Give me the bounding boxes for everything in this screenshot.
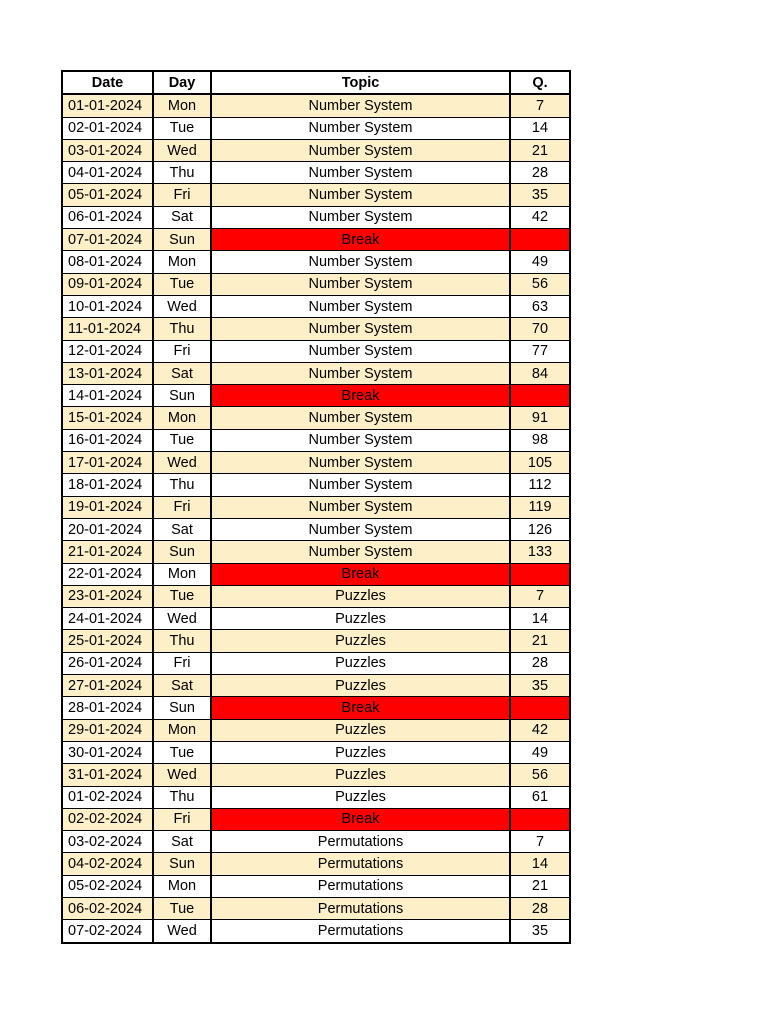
- date-cell: 04-02-2024: [62, 853, 153, 875]
- day-cell: Sun: [153, 229, 211, 251]
- date-cell: 06-01-2024: [62, 206, 153, 228]
- schedule-table: [61, 70, 571, 944]
- table-row: [62, 385, 570, 407]
- day-cell: Tue: [153, 117, 211, 139]
- q-cell: 105: [510, 452, 570, 474]
- q-cell: 7: [510, 831, 570, 853]
- date-cell: 08-01-2024: [62, 251, 153, 273]
- day-cell: Sun: [153, 853, 211, 875]
- q-cell: 21: [510, 875, 570, 897]
- table-row: [62, 563, 570, 585]
- table-row: [62, 585, 570, 607]
- topic-cell: Number System: [211, 340, 510, 362]
- topic-cell: Number System: [211, 162, 510, 184]
- q-cell: 28: [510, 897, 570, 919]
- topic-cell: Number System: [211, 318, 510, 340]
- topic-cell: Puzzles: [211, 652, 510, 674]
- day-cell: Sun: [153, 697, 211, 719]
- topic-cell: Number System: [211, 273, 510, 295]
- topic-cell: Number System: [211, 452, 510, 474]
- day-cell: Sat: [153, 206, 211, 228]
- q-cell: [510, 697, 570, 719]
- date-cell: 03-02-2024: [62, 831, 153, 853]
- date-cell: 24-01-2024: [62, 608, 153, 630]
- day-cell: Sat: [153, 831, 211, 853]
- date-cell: 29-01-2024: [62, 719, 153, 741]
- table-row: [62, 897, 570, 919]
- date-cell: 05-01-2024: [62, 184, 153, 206]
- topic-cell: Number System: [211, 362, 510, 384]
- day-cell: Wed: [153, 764, 211, 786]
- date-cell: 20-01-2024: [62, 518, 153, 540]
- q-cell: [510, 229, 570, 251]
- day-cell: Sat: [153, 518, 211, 540]
- date-cell: 07-01-2024: [62, 229, 153, 251]
- date-cell: 09-01-2024: [62, 273, 153, 295]
- table-row: [62, 652, 570, 674]
- day-cell: Fri: [153, 808, 211, 830]
- topic-cell: Number System: [211, 496, 510, 518]
- day-cell: Fri: [153, 652, 211, 674]
- day-cell: Mon: [153, 563, 211, 585]
- q-cell: 112: [510, 474, 570, 496]
- topic-cell: Number System: [211, 407, 510, 429]
- topic-cell: Puzzles: [211, 741, 510, 763]
- day-cell: Thu: [153, 318, 211, 340]
- day-cell: Fri: [153, 340, 211, 362]
- table-row: [62, 295, 570, 317]
- day-cell: Sun: [153, 541, 211, 563]
- topic-cell: Break: [211, 697, 510, 719]
- date-cell: 12-01-2024: [62, 340, 153, 362]
- table-row: [62, 206, 570, 228]
- topic-cell: Break: [211, 229, 510, 251]
- topic-cell: Permutations: [211, 920, 510, 943]
- date-cell: 23-01-2024: [62, 585, 153, 607]
- table-row: [62, 786, 570, 808]
- table-row: [62, 875, 570, 897]
- day-cell: Tue: [153, 273, 211, 295]
- topic-cell: Number System: [211, 184, 510, 206]
- q-cell: 14: [510, 853, 570, 875]
- header-topic: Topic: [211, 71, 510, 94]
- q-cell: 98: [510, 429, 570, 451]
- day-cell: Wed: [153, 920, 211, 943]
- q-cell: 7: [510, 94, 570, 117]
- topic-cell: Number System: [211, 541, 510, 563]
- day-cell: Fri: [153, 496, 211, 518]
- table-row: [62, 162, 570, 184]
- q-cell: 77: [510, 340, 570, 362]
- date-cell: 21-01-2024: [62, 541, 153, 563]
- table-row: [62, 452, 570, 474]
- day-cell: Wed: [153, 608, 211, 630]
- table-row: [62, 229, 570, 251]
- date-cell: 30-01-2024: [62, 741, 153, 763]
- q-cell: 14: [510, 608, 570, 630]
- topic-cell: Number System: [211, 518, 510, 540]
- day-cell: Thu: [153, 630, 211, 652]
- table-row: [62, 764, 570, 786]
- date-cell: 22-01-2024: [62, 563, 153, 585]
- topic-cell: Number System: [211, 206, 510, 228]
- table-row: [62, 496, 570, 518]
- date-cell: 10-01-2024: [62, 295, 153, 317]
- topic-cell: Break: [211, 808, 510, 830]
- date-cell: 25-01-2024: [62, 630, 153, 652]
- table-row: [62, 630, 570, 652]
- day-cell: Mon: [153, 875, 211, 897]
- date-cell: 28-01-2024: [62, 697, 153, 719]
- table-row: [62, 139, 570, 161]
- day-cell: Fri: [153, 184, 211, 206]
- date-cell: 17-01-2024: [62, 452, 153, 474]
- date-cell: 01-01-2024: [62, 94, 153, 117]
- day-cell: Sat: [153, 362, 211, 384]
- date-cell: 31-01-2024: [62, 764, 153, 786]
- topic-cell: Number System: [211, 94, 510, 117]
- header-row: [62, 71, 570, 94]
- topic-cell: Puzzles: [211, 719, 510, 741]
- date-cell: 02-01-2024: [62, 117, 153, 139]
- topic-cell: Permutations: [211, 897, 510, 919]
- topic-cell: Number System: [211, 474, 510, 496]
- topic-cell: Number System: [211, 429, 510, 451]
- table-row: [62, 853, 570, 875]
- day-cell: Thu: [153, 474, 211, 496]
- table-row: [62, 541, 570, 563]
- table-row: [62, 697, 570, 719]
- date-cell: 14-01-2024: [62, 385, 153, 407]
- q-cell: 119: [510, 496, 570, 518]
- topic-cell: Permutations: [211, 831, 510, 853]
- day-cell: Wed: [153, 139, 211, 161]
- q-cell: 63: [510, 295, 570, 317]
- table-row: [62, 808, 570, 830]
- q-cell: 28: [510, 652, 570, 674]
- day-cell: Mon: [153, 251, 211, 273]
- q-cell: 49: [510, 251, 570, 273]
- date-cell: 26-01-2024: [62, 652, 153, 674]
- q-cell: 70: [510, 318, 570, 340]
- date-cell: 01-02-2024: [62, 786, 153, 808]
- date-cell: 02-02-2024: [62, 808, 153, 830]
- day-cell: Thu: [153, 162, 211, 184]
- topic-cell: Puzzles: [211, 608, 510, 630]
- table-row: [62, 184, 570, 206]
- q-cell: 35: [510, 184, 570, 206]
- q-cell: 56: [510, 273, 570, 295]
- table-row: [62, 518, 570, 540]
- q-cell: 56: [510, 764, 570, 786]
- table-header: [62, 71, 570, 94]
- table-row: [62, 474, 570, 496]
- date-cell: 03-01-2024: [62, 139, 153, 161]
- day-cell: Tue: [153, 585, 211, 607]
- topic-cell: Permutations: [211, 853, 510, 875]
- table-row: [62, 831, 570, 853]
- q-cell: 35: [510, 920, 570, 943]
- date-cell: 18-01-2024: [62, 474, 153, 496]
- q-cell: [510, 385, 570, 407]
- topic-cell: Break: [211, 563, 510, 585]
- day-cell: Wed: [153, 295, 211, 317]
- header-q: Q.: [510, 71, 570, 94]
- q-cell: 35: [510, 675, 570, 697]
- table-row: [62, 340, 570, 362]
- topic-cell: Puzzles: [211, 675, 510, 697]
- date-cell: 04-01-2024: [62, 162, 153, 184]
- table-row: [62, 251, 570, 273]
- q-cell: 49: [510, 741, 570, 763]
- q-cell: 42: [510, 719, 570, 741]
- day-cell: Sat: [153, 675, 211, 697]
- day-cell: Sun: [153, 385, 211, 407]
- q-cell: 126: [510, 518, 570, 540]
- table-row: [62, 608, 570, 630]
- q-cell: 61: [510, 786, 570, 808]
- q-cell: 91: [510, 407, 570, 429]
- table-row: [62, 741, 570, 763]
- date-cell: 11-01-2024: [62, 318, 153, 340]
- date-cell: 15-01-2024: [62, 407, 153, 429]
- topic-cell: Break: [211, 385, 510, 407]
- q-cell: 42: [510, 206, 570, 228]
- table-row: [62, 920, 570, 943]
- table-row: [62, 94, 570, 117]
- date-cell: 06-02-2024: [62, 897, 153, 919]
- day-cell: Thu: [153, 786, 211, 808]
- table-row: [62, 719, 570, 741]
- topic-cell: Number System: [211, 139, 510, 161]
- date-cell: 05-02-2024: [62, 875, 153, 897]
- topic-cell: Number System: [211, 251, 510, 273]
- q-cell: 84: [510, 362, 570, 384]
- topic-cell: Number System: [211, 295, 510, 317]
- day-cell: Mon: [153, 407, 211, 429]
- q-cell: 28: [510, 162, 570, 184]
- topic-cell: Permutations: [211, 875, 510, 897]
- table-row: [62, 318, 570, 340]
- q-cell: 14: [510, 117, 570, 139]
- date-cell: 27-01-2024: [62, 675, 153, 697]
- date-cell: 19-01-2024: [62, 496, 153, 518]
- day-cell: Tue: [153, 897, 211, 919]
- topic-cell: Puzzles: [211, 630, 510, 652]
- table-row: [62, 273, 570, 295]
- topic-cell: Puzzles: [211, 786, 510, 808]
- date-cell: 16-01-2024: [62, 429, 153, 451]
- table-row: [62, 407, 570, 429]
- topic-cell: Number System: [211, 117, 510, 139]
- table-row: [62, 362, 570, 384]
- topic-cell: Puzzles: [211, 585, 510, 607]
- q-cell: [510, 563, 570, 585]
- table-row: [62, 675, 570, 697]
- header-day: Day: [153, 71, 211, 94]
- q-cell: 133: [510, 541, 570, 563]
- day-cell: Mon: [153, 94, 211, 117]
- date-cell: 07-02-2024: [62, 920, 153, 943]
- day-cell: Wed: [153, 452, 211, 474]
- header-date: Date: [62, 71, 153, 94]
- day-cell: Tue: [153, 429, 211, 451]
- q-cell: [510, 808, 570, 830]
- table-row: [62, 429, 570, 451]
- q-cell: 7: [510, 585, 570, 607]
- day-cell: Tue: [153, 741, 211, 763]
- day-cell: Mon: [153, 719, 211, 741]
- topic-cell: Puzzles: [211, 764, 510, 786]
- q-cell: 21: [510, 139, 570, 161]
- table-row: [62, 117, 570, 139]
- table-body: [62, 94, 570, 942]
- date-cell: 13-01-2024: [62, 362, 153, 384]
- q-cell: 21: [510, 630, 570, 652]
